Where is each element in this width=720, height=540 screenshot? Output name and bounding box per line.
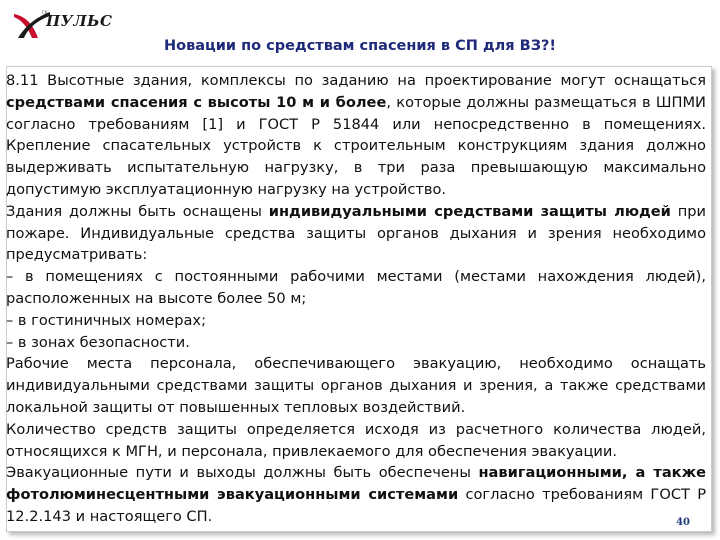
body-text (6, 70, 706, 528)
paragraph (6, 332, 706, 354)
paragraph (6, 353, 706, 418)
bold-text-run: навигационными, а также фотолюминесцентными эвакуационными системами (6, 464, 706, 504)
paragraph (6, 462, 706, 527)
paragraph (6, 266, 706, 310)
text-run: – в зонах безопасности. (6, 333, 190, 351)
page-number: 40 (676, 517, 690, 528)
text-run: Рабочие места персонала, обеспечивающего эвакуацию, необходимо оснащать индивидуальными средствами защиты органов дыхания и зрения, а также средствами локальной защиты от повышенных тепловых воздействий. (6, 355, 706, 416)
paragraph (6, 419, 706, 463)
logo-wordmark: ПУЛЬС (46, 12, 113, 30)
text-run: Эвакуационные пути и выходы должны быть обеспечены (6, 464, 479, 482)
text-run: Здания должны быть оснащены (6, 202, 269, 220)
text-run: согласно требованиям ГОСТ Р 12.2.143 и настоящего СП. (6, 486, 707, 525)
bold-text-run: средствами спасения с высоты 10 м и более (6, 93, 387, 111)
slide-title: Новации по средствам спасения в СП для ВЗ?! (163, 38, 557, 54)
bold-text-run: индивидуальными средствами защиты людей (268, 202, 671, 220)
text-run: – в помещениях с постоянными рабочими местами (местами нахождения людей), расположенных на высоте более 50 м; (6, 268, 706, 307)
text-run: – в гостиничных номерах; (6, 311, 206, 329)
text-run: , которые должны размещаться в ШПМИ согласно требованиям [1] и ГОСТ Р 51844 или непосредственно в помещениях. Крепление спасательных устройств к строительным конструкциям здания должно выдерживать испытательную нагрузку, в три раза превышающую максимально допустимую эксплуатационную нагрузку на устройство. (6, 93, 706, 198)
paragraph (6, 310, 706, 332)
paragraph (6, 70, 706, 201)
text-run: Количество средств защиты определяется исходя из расчетного количества людей, относящихся к МГН, и персонала, привлекаемого для обеспечения эвакуации. (6, 420, 706, 460)
text-run: 8.11 Высотные здания, комплексы по заданию на проектирование могут оснащаться (6, 72, 706, 89)
text-run: при пожаре. Индивидуальные средства защиты органов дыхания и зрения необходимо предусматривать: (6, 202, 706, 264)
paragraph (6, 201, 706, 266)
logo-subtext: ГК (42, 10, 48, 15)
